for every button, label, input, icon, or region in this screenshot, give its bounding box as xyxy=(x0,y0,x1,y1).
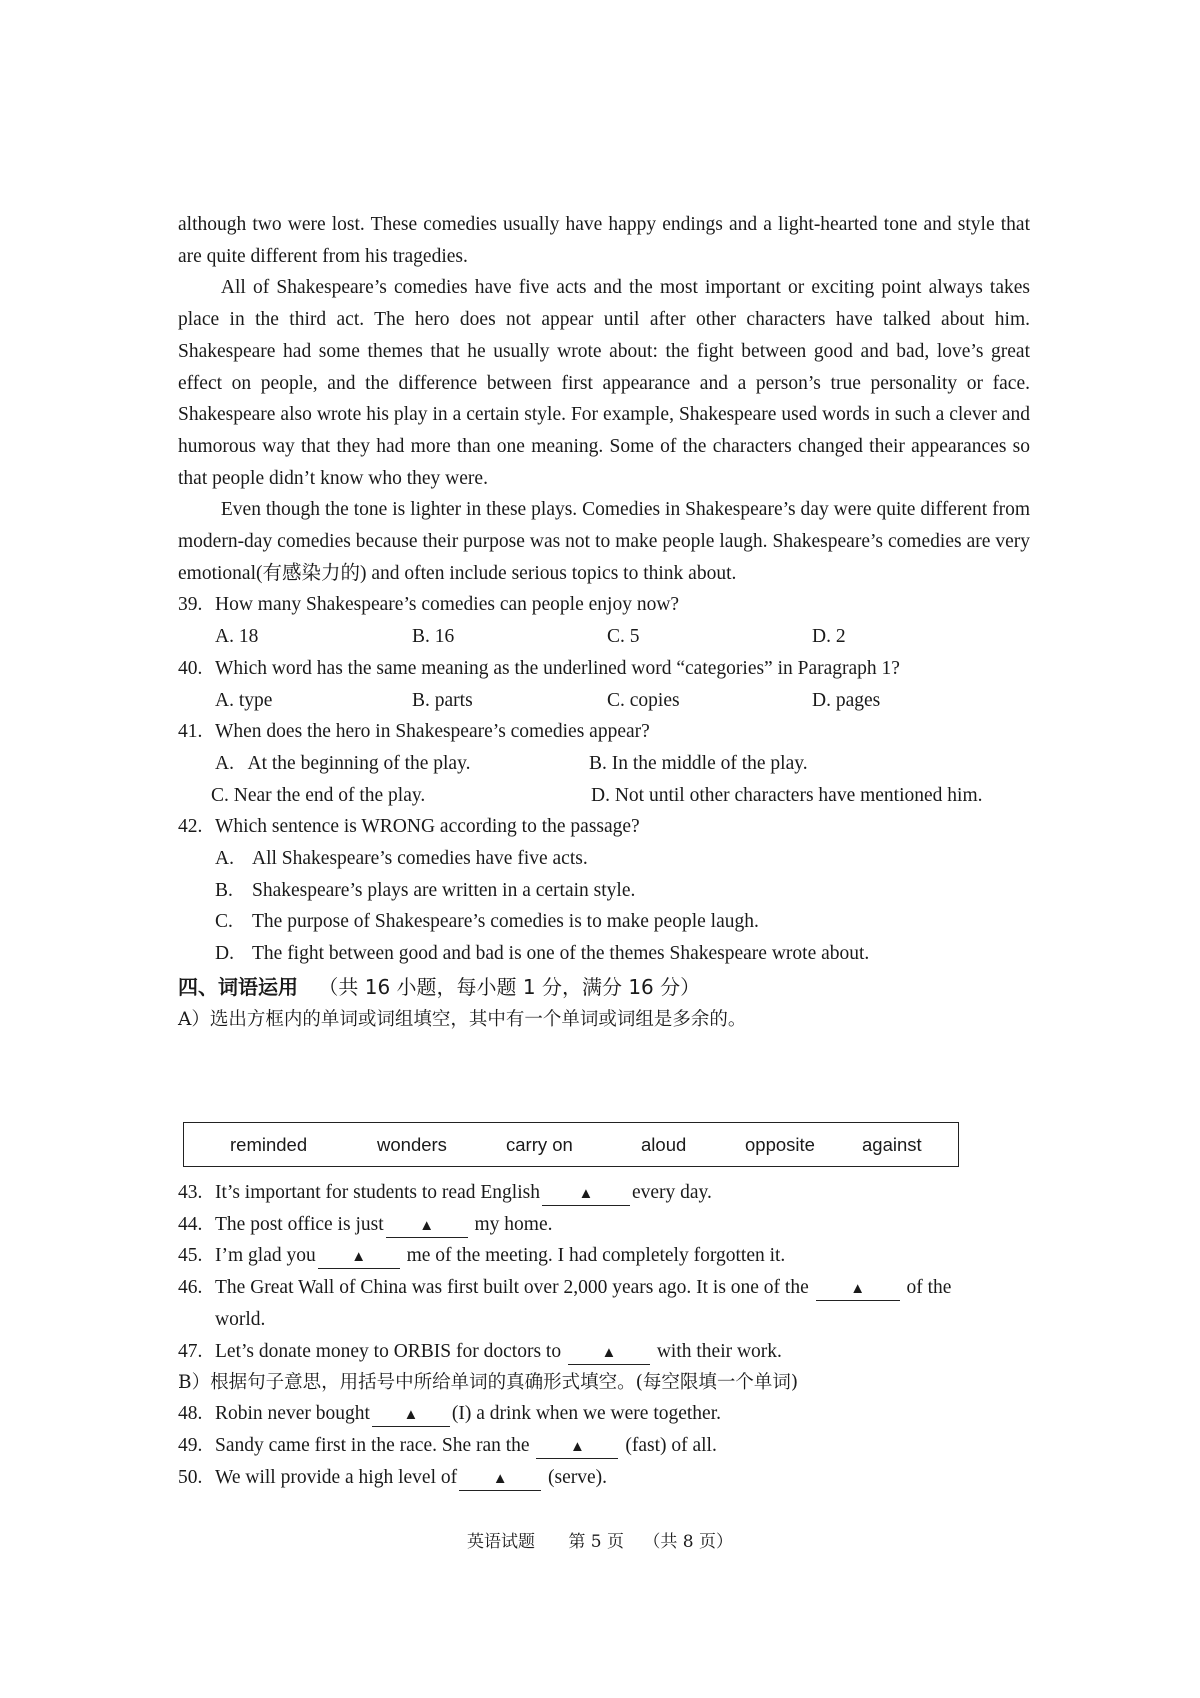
part-b-instruction: B）根据句子意思，用括号中所给单词的真确形式填空。(每空限填一个单词) xyxy=(178,1372,799,1394)
page-content xyxy=(178,209,1030,1035)
question-number: 44. xyxy=(178,1213,203,1235)
question-text: Which sentence is WRONG according to the passage? xyxy=(215,816,640,838)
question-text: When does the hero in Shakespeare’s comedies appear? xyxy=(215,721,650,743)
text-after-blank: (I) a drink when we were together. xyxy=(451,1403,722,1425)
option-d: D. 2 xyxy=(812,626,846,648)
option-b: B. 16 xyxy=(412,626,455,648)
question-number: 47. xyxy=(178,1340,203,1362)
text-after-blank: (serve). xyxy=(543,1466,608,1488)
question-39-options xyxy=(178,621,1030,653)
question-number: 39. xyxy=(178,594,203,616)
passage-paragraph-1: although two were lost. These comedies usually have happy endings and a light-hearted tone and style that are quite different from his tragedies. xyxy=(178,214,1030,267)
option-row xyxy=(178,906,1030,938)
option-text: The purpose of Shakespeare’s comedies is to make people laugh. xyxy=(252,911,759,933)
question-text xyxy=(215,1430,717,1462)
question-number: 46. xyxy=(178,1277,203,1299)
text-after-blank: of the xyxy=(901,1277,952,1299)
question-text: How many Shakespeare’s comedies can people enjoy now? xyxy=(215,594,680,616)
answer-blank[interactable] xyxy=(816,1277,900,1301)
option-a: A. At the beginning of the play. xyxy=(215,752,471,774)
question-number: 45. xyxy=(178,1245,203,1267)
passage-paragraph-3: Even though the tone is lighter in these plays. Comedies in Shakespeare’s day were quite different from modern-day comedies because their purpose was not to make people laugh. Shakespeare’s comedies are very emotional(有感染力的) and often include serious topics to think about. xyxy=(178,499,1030,584)
word-bank-item: aloud xyxy=(641,1134,687,1155)
question-46-continued xyxy=(178,1304,1030,1336)
question-text-continued: world. xyxy=(215,1308,266,1330)
question-46 xyxy=(178,1272,1030,1304)
text-before-blank: I’m glad you xyxy=(215,1245,316,1267)
question-39 xyxy=(178,589,1030,621)
question-text: Which word has the same meaning as the underlined word “categories” in Paragraph 1? xyxy=(215,657,900,679)
text-before-blank: We will provide a high level of xyxy=(215,1466,458,1488)
question-text xyxy=(215,1462,607,1494)
option-row xyxy=(178,875,1030,907)
option-a: A. type xyxy=(215,689,273,711)
answer-blank[interactable] xyxy=(386,1214,468,1238)
question-41-options-cd xyxy=(178,780,1030,812)
text-after-blank: every day. xyxy=(631,1182,712,1203)
question-41-options-ab xyxy=(178,748,1030,780)
question-number: 41. xyxy=(178,721,203,743)
text-before-blank: The post office is just xyxy=(215,1213,384,1235)
question-text xyxy=(215,1272,1030,1304)
text-after-blank: me of the meeting. I had completely forgotten it. xyxy=(401,1245,786,1267)
question-number: 43. xyxy=(178,1182,203,1203)
question-number: 49. xyxy=(178,1434,203,1456)
word-bank-item: reminded xyxy=(230,1134,308,1155)
answer-blank[interactable] xyxy=(536,1435,618,1459)
answer-blank[interactable] xyxy=(318,1245,400,1269)
question-number: 50. xyxy=(178,1466,203,1488)
blank-marker-icon: ▲ xyxy=(850,1281,866,1298)
option-b: B. In the middle of the play. xyxy=(589,752,808,774)
option-b: B. parts xyxy=(412,689,473,711)
question-text xyxy=(215,1177,712,1209)
option-c: C. copies xyxy=(607,689,680,711)
question-48 xyxy=(178,1398,1030,1430)
word-bank-item: against xyxy=(862,1134,922,1155)
question-41 xyxy=(178,716,1030,748)
option-a: A. 18 xyxy=(215,626,259,648)
part-a-instruction: A）选出方框内的单词或词组填空，其中有一个单词或词组是多余的。 xyxy=(178,1008,747,1030)
fill-in-questions xyxy=(178,1177,1030,1493)
option-c: C. 5 xyxy=(607,626,640,648)
section-title: 四、词语运用 xyxy=(178,974,298,999)
option-text: All Shakespeare’s comedies have five acts. xyxy=(252,848,588,870)
text-after-blank: my home. xyxy=(469,1213,553,1235)
answer-blank[interactable] xyxy=(372,1403,450,1427)
question-40 xyxy=(178,653,1030,685)
blank-marker-icon: ▲ xyxy=(492,1470,508,1487)
question-text xyxy=(215,1209,553,1241)
question-49 xyxy=(178,1430,1030,1462)
text-before-blank: Sandy came first in the race. She ran the xyxy=(215,1434,535,1456)
question-45 xyxy=(178,1240,1030,1272)
blank-marker-icon: ▲ xyxy=(351,1249,367,1266)
text-after-blank: with their work. xyxy=(651,1340,782,1362)
option-letter: A. xyxy=(215,848,234,870)
option-d: D. pages xyxy=(812,689,881,711)
blank-marker-icon: ▲ xyxy=(578,1186,594,1202)
option-row xyxy=(178,843,1030,875)
answer-blank[interactable] xyxy=(568,1341,650,1365)
question-number: 48. xyxy=(178,1403,203,1425)
text-after-blank: (fast) of all. xyxy=(620,1434,717,1456)
question-47 xyxy=(178,1336,1030,1368)
footer-subject: 英语试题 xyxy=(466,1532,535,1552)
question-50 xyxy=(178,1462,1030,1494)
word-bank-item: opposite xyxy=(745,1134,815,1155)
word-bank-box xyxy=(183,1122,959,1167)
blank-marker-icon: ▲ xyxy=(601,1344,617,1361)
text-before-blank: Let’s donate money to ORBIS for doctors to xyxy=(215,1340,566,1362)
text-before-blank: Robin never bought xyxy=(215,1403,370,1425)
question-number: 42. xyxy=(178,816,203,838)
question-43 xyxy=(178,1177,1030,1209)
option-text: Shakespeare’s plays are written in a certain style. xyxy=(252,879,636,901)
page-footer xyxy=(0,1527,1200,1552)
word-bank-item: wonders xyxy=(377,1134,447,1155)
passage-paragraph-2: All of Shakespeare’s comedies have five acts and the most important or exciting point always takes place in the third act. The hero does not appear until after other characters have talked about him. Shakespeare had some themes that he usually wrote about: the fight between good and bad, love’s great effect on people, and the difference between first appearance and a person’s true personality or face. Shakespeare also wrote his play in a certain style. For example, Shakespeare used words in such a clever and humorous way that they had more than one meaning. Some of the characters changed their appearances so that people didn’t know who they were. xyxy=(178,277,1030,489)
text-before-blank: It’s important for students to read English xyxy=(215,1182,540,1203)
question-text xyxy=(215,1336,782,1368)
option-d: D. Not until other characters have mentioned him. xyxy=(591,784,983,806)
question-text xyxy=(215,1240,785,1272)
question-42 xyxy=(178,811,1030,843)
section-score-note: （共 16 小题，每小题 1 分，满分 16 分） xyxy=(318,974,701,999)
option-letter: D. xyxy=(215,943,234,965)
option-text: The fight between good and bad is one of the themes Shakespeare wrote about. xyxy=(252,943,870,965)
blank-marker-icon: ▲ xyxy=(403,1407,419,1424)
option-c: C. Near the end of the play. xyxy=(211,784,426,806)
section-heading xyxy=(178,970,1030,1004)
blank-marker-icon: ▲ xyxy=(570,1438,585,1455)
question-text xyxy=(215,1398,721,1430)
option-letter: B. xyxy=(215,879,233,901)
option-row xyxy=(178,938,1030,970)
answer-blank[interactable] xyxy=(542,1182,630,1206)
footer-page-total: （共 8 页） xyxy=(643,1532,734,1552)
question-44 xyxy=(178,1209,1030,1241)
question-40-options xyxy=(178,685,1030,717)
blank-marker-icon: ▲ xyxy=(419,1217,435,1234)
word-bank-item: carry on xyxy=(506,1134,573,1155)
option-letter: C. xyxy=(215,911,233,933)
answer-blank[interactable] xyxy=(459,1467,541,1491)
footer-page-number: 第 5 页 xyxy=(568,1532,624,1552)
question-number: 40. xyxy=(178,657,203,679)
text-before-blank: The Great Wall of China was first built over 2,000 years ago. It is one of the xyxy=(215,1277,814,1299)
